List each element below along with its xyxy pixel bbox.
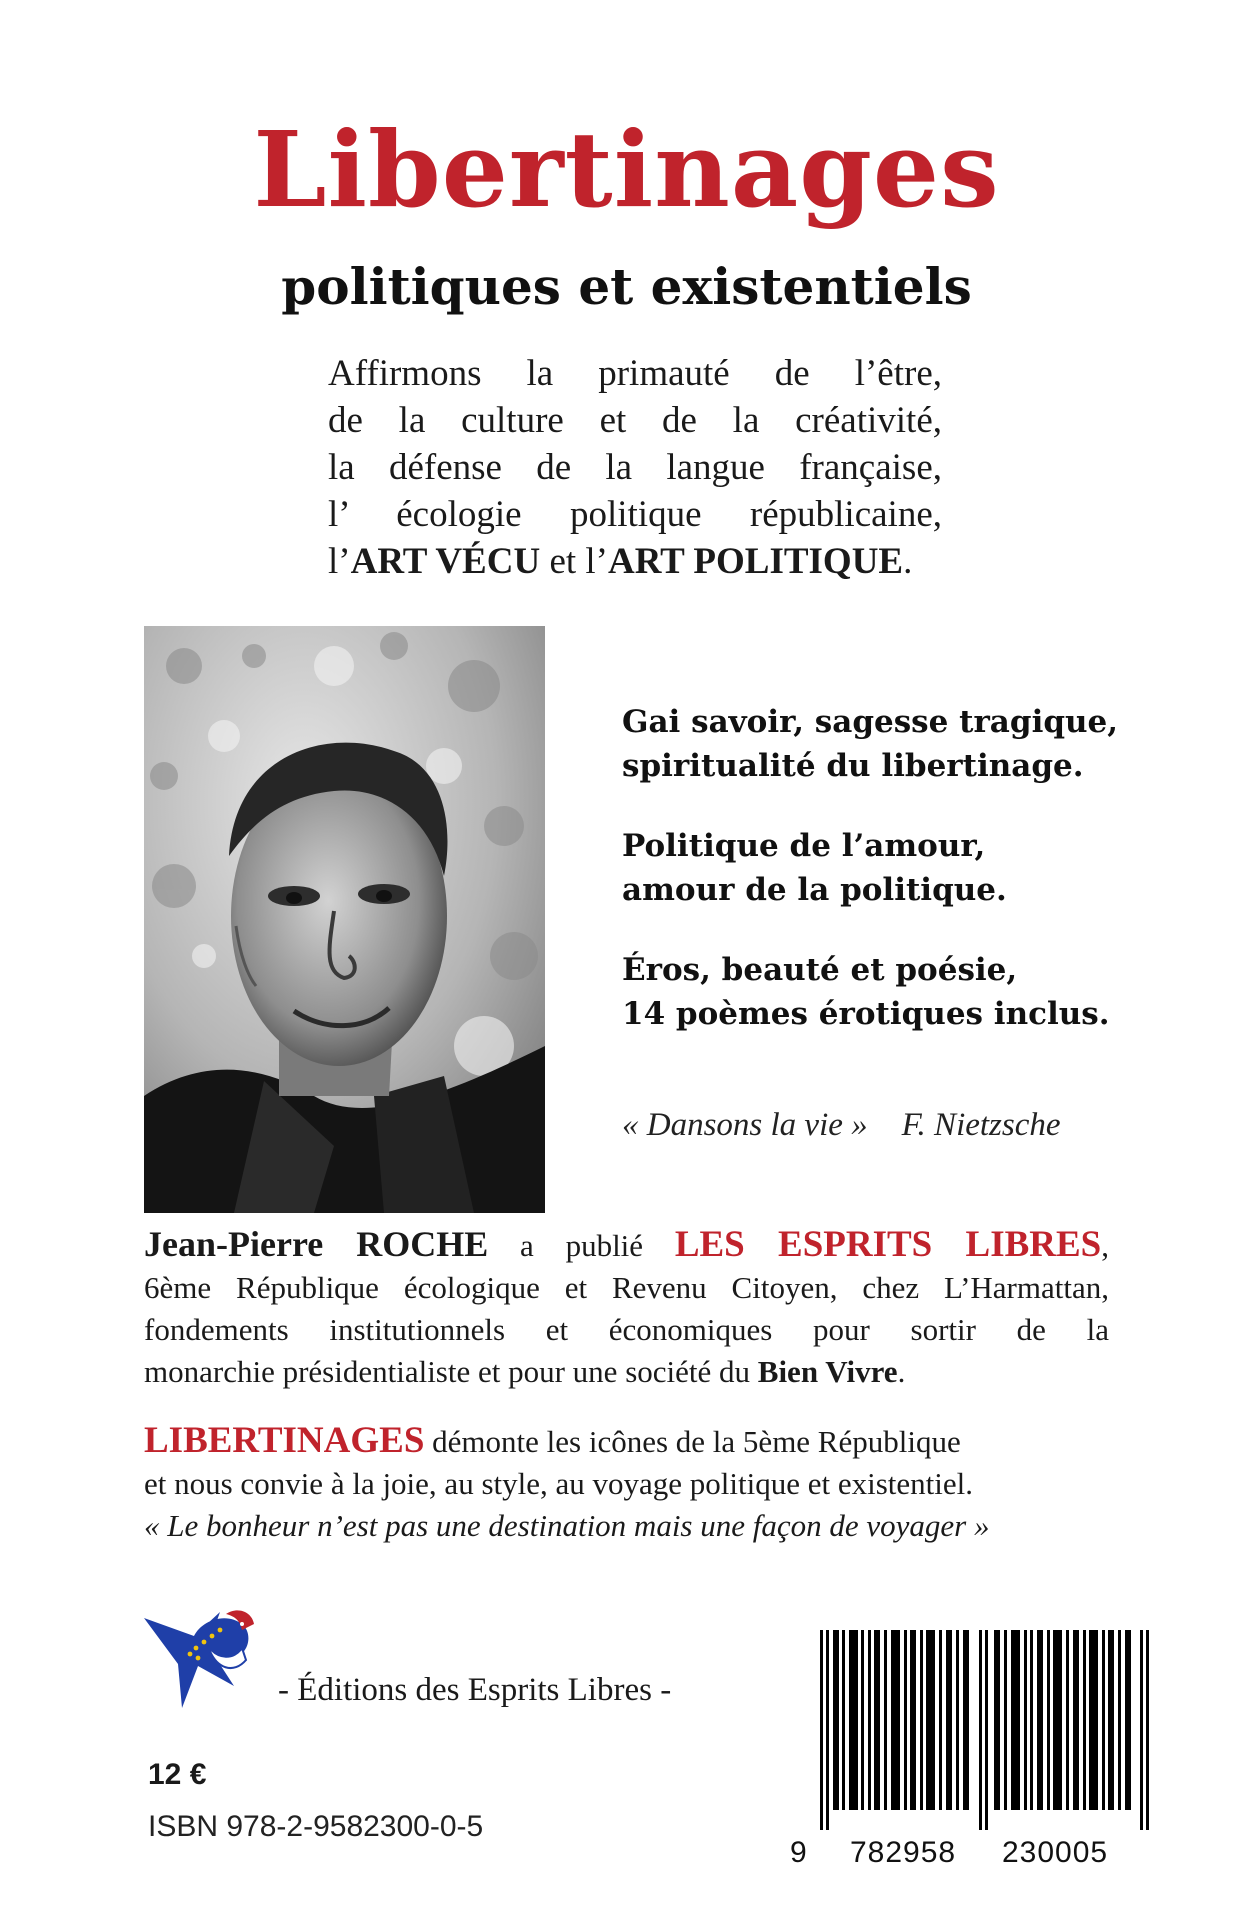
intro-line: la défense de la langue française,: [328, 447, 942, 488]
pitch-line: LIBERTINAGES démonte les icônes de la 5ème République: [144, 1420, 961, 1461]
bio-line: 6ème République écologique et Revenu Citoyen, chez L’Harmattan,: [144, 1270, 1109, 1305]
bio-line: fondements institutionnels et économiques pour sortir de la: [144, 1312, 1109, 1347]
intro-line: l’ART VÉCU et l’ART POLITIQUE.: [328, 541, 913, 582]
intro-line: Affirmons la primauté de l’être,: [328, 353, 942, 394]
barcode-right-group: 230005: [1002, 1836, 1109, 1869]
point-line: Politique de l’amour,: [622, 828, 986, 864]
point-line: Gai savoir, sagesse tragique,: [622, 704, 1119, 740]
pitch-line: [144, 1505, 1109, 1547]
nietzsche-quote: [622, 1107, 1061, 1144]
book-subtitle: politiques et existentiels: [281, 257, 972, 316]
quote-author: F. Nietzsche: [901, 1107, 1061, 1143]
intro-paragraph: [328, 350, 942, 585]
author-bio: [144, 1223, 1109, 1393]
barcode-left-group: 782958: [850, 1836, 957, 1869]
art-vecu: ART VÉCU: [350, 541, 541, 582]
point-line: spiritualité du libertinage.: [622, 748, 1084, 784]
point-line: 14 poèmes érotiques inclus.: [622, 996, 1110, 1032]
art-politique: ART POLITIQUE: [608, 541, 904, 582]
book-reference: LES ESPRITS LIBRES: [674, 1224, 1102, 1265]
pitch-title: LIBERTINAGES: [144, 1420, 425, 1461]
travel-quote: « Le bonheur n’est pas une destination mais une façon de voyager »: [144, 1508, 990, 1543]
intro-line: de la culture et de la créativité,: [328, 400, 942, 441]
author-name: Jean-Pierre ROCHE: [144, 1224, 489, 1264]
book-pitch: [144, 1420, 1109, 1547]
intro-line: l’ écologie politique républicaine,: [328, 494, 942, 535]
point-3: [622, 948, 1182, 1036]
bio-line: Jean-Pierre ROCHE a publié LES ESPRITS LIBRES,: [144, 1224, 1110, 1265]
barcode-icon: [816, 1630, 1156, 1830]
point-1: [622, 700, 1182, 788]
barcode-digits: [790, 1836, 1170, 1876]
point-2: [622, 824, 1182, 912]
bien-vivre: Bien Vivre: [757, 1354, 898, 1389]
quote-text: « Dansons la vie »: [622, 1107, 868, 1143]
pitch-line: et nous convie à la joie, au style, au voyage politique et existentiel.: [144, 1466, 974, 1501]
point-line: Éros, beauté et poésie,: [622, 952, 1018, 988]
author-photo: [144, 626, 545, 1213]
point-line: amour de la politique.: [622, 872, 1007, 908]
publisher: - Éditions des Esprits Libres -: [278, 1672, 672, 1708]
barcode-first-digit: 9: [790, 1836, 807, 1869]
price: 12 €: [148, 1758, 207, 1791]
bio-line: monarchie présidentialiste et pour une société du Bien Vivre.: [144, 1354, 906, 1389]
bird-logo-icon: [142, 1590, 264, 1712]
isbn: ISBN 978-2-9582300-0-5: [148, 1810, 484, 1843]
barcode: [790, 1630, 1170, 1890]
book-title: Libertinages: [253, 108, 1000, 231]
